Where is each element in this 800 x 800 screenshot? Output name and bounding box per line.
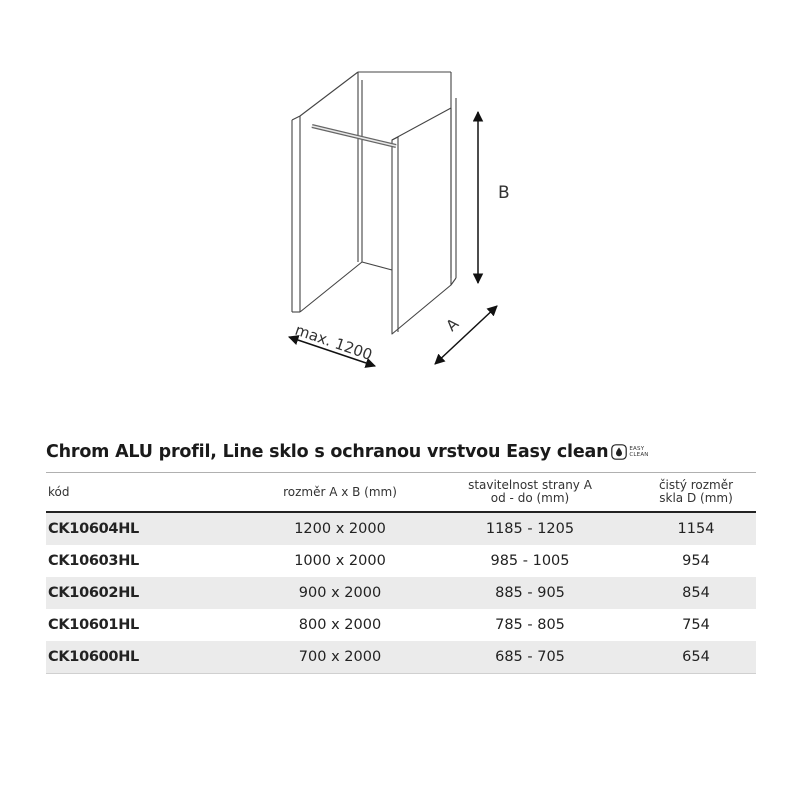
row-adjust: 885 - 905 xyxy=(495,585,565,601)
header-adjust xyxy=(450,473,610,511)
row-dimensions: 800 x 2000 xyxy=(298,617,382,633)
row-glass: 854 xyxy=(682,585,710,601)
dimension-a-arrow xyxy=(435,306,497,364)
badge-line-1: EASY xyxy=(629,446,645,452)
row-glass: 754 xyxy=(682,617,710,633)
dimension-a-label: A xyxy=(442,314,463,335)
row-adjust: 785 - 805 xyxy=(495,617,565,633)
table-header xyxy=(46,473,756,511)
table-row xyxy=(46,513,756,545)
table-row xyxy=(46,577,756,609)
header-adjust-line1: stavitelnost strany A xyxy=(468,478,592,492)
product-title: Chrom ALU profil, Line sklo s ochranou vrstvou Easy clean xyxy=(46,442,609,462)
header-glass-line1: čistý rozměr xyxy=(658,478,734,492)
stabilisation-bar xyxy=(312,126,396,146)
row-dimensions: 900 x 2000 xyxy=(298,585,382,601)
header-code: kód xyxy=(48,484,70,499)
product-table xyxy=(46,472,756,674)
row-code: CK10602HL xyxy=(48,585,139,601)
row-adjust: 1185 - 1205 xyxy=(485,521,575,537)
title-row xyxy=(46,438,756,466)
row-glass: 1154 xyxy=(677,521,715,537)
header-glass xyxy=(636,473,756,511)
enclosure-outline xyxy=(292,72,456,334)
table-row xyxy=(46,641,756,673)
header-adjust-line2: od - do (mm) xyxy=(490,491,570,505)
table-row xyxy=(46,545,756,577)
row-code: CK10603HL xyxy=(48,553,139,569)
table-bottom-rule xyxy=(46,673,756,674)
water-drop-icon xyxy=(611,444,627,460)
header-glass-line2: skla D (mm) xyxy=(659,491,733,505)
row-glass: 654 xyxy=(682,649,710,665)
row-dimensions: 1000 x 2000 xyxy=(294,553,386,569)
row-code: CK10604HL xyxy=(48,521,139,537)
row-adjust: 685 - 705 xyxy=(495,649,565,665)
easy-clean-badge xyxy=(611,444,648,460)
row-code: CK10600HL xyxy=(48,649,139,665)
table-row xyxy=(46,609,756,641)
row-dimensions: 1200 x 2000 xyxy=(294,521,386,537)
dimension-b-label: B xyxy=(498,183,510,203)
header-dimensions: rozměr A x B (mm) xyxy=(283,484,397,499)
row-dimensions: 700 x 2000 xyxy=(298,649,382,665)
row-code: CK10601HL xyxy=(48,617,139,633)
row-glass: 954 xyxy=(682,553,710,569)
badge-line-2: CLEAN xyxy=(629,452,649,458)
row-adjust: 985 - 1005 xyxy=(490,553,570,569)
dimension-max-label: max. 1200 xyxy=(292,320,375,364)
